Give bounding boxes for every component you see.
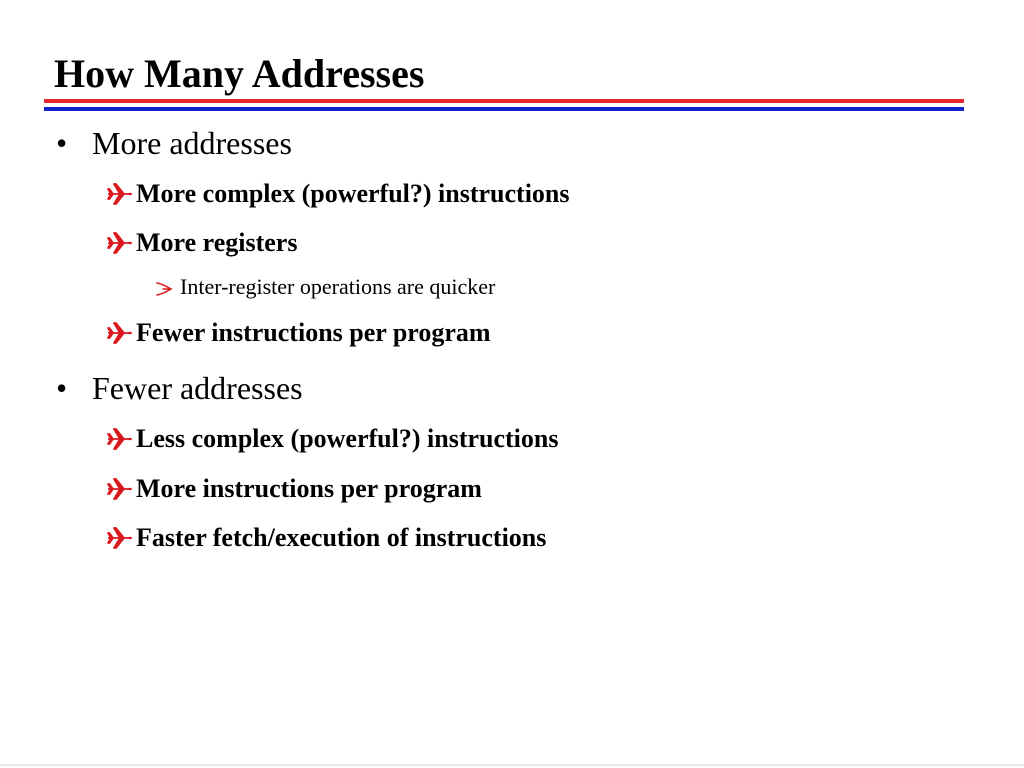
airplane-icon bbox=[106, 423, 134, 455]
sub-bullet-text: Fewer instructions per program bbox=[136, 318, 491, 347]
sub-bullet-text: Less complex (powerful?) instructions bbox=[136, 424, 559, 453]
airplane-icon bbox=[106, 178, 134, 210]
airplane-icon bbox=[106, 317, 134, 349]
airplane-icon bbox=[106, 522, 134, 554]
slide-title: How Many Addresses bbox=[54, 51, 425, 96]
sub-bullet-text: Faster fetch/execution of instructions bbox=[136, 523, 547, 552]
sub-bullet-text: More instructions per program bbox=[136, 474, 482, 503]
bullet-text: More addresses bbox=[92, 125, 292, 161]
airplane-icon bbox=[106, 473, 134, 505]
title-rule-red bbox=[44, 99, 964, 103]
sub-bullet-text: More complex (powerful?) instructions bbox=[136, 179, 570, 208]
sub-sub-bullet-text: Inter-register operations are quicker bbox=[180, 274, 496, 299]
bullet-marker: • bbox=[56, 125, 68, 161]
bullet-marker: • bbox=[56, 370, 68, 406]
sub-bullet-text: More registers bbox=[136, 228, 298, 257]
airplane-icon bbox=[106, 227, 134, 259]
arrow-icon bbox=[154, 273, 176, 301]
slide-bottom-edge bbox=[0, 764, 1024, 766]
title-rule-blue bbox=[44, 107, 964, 111]
bullet-text: Fewer addresses bbox=[92, 370, 303, 406]
